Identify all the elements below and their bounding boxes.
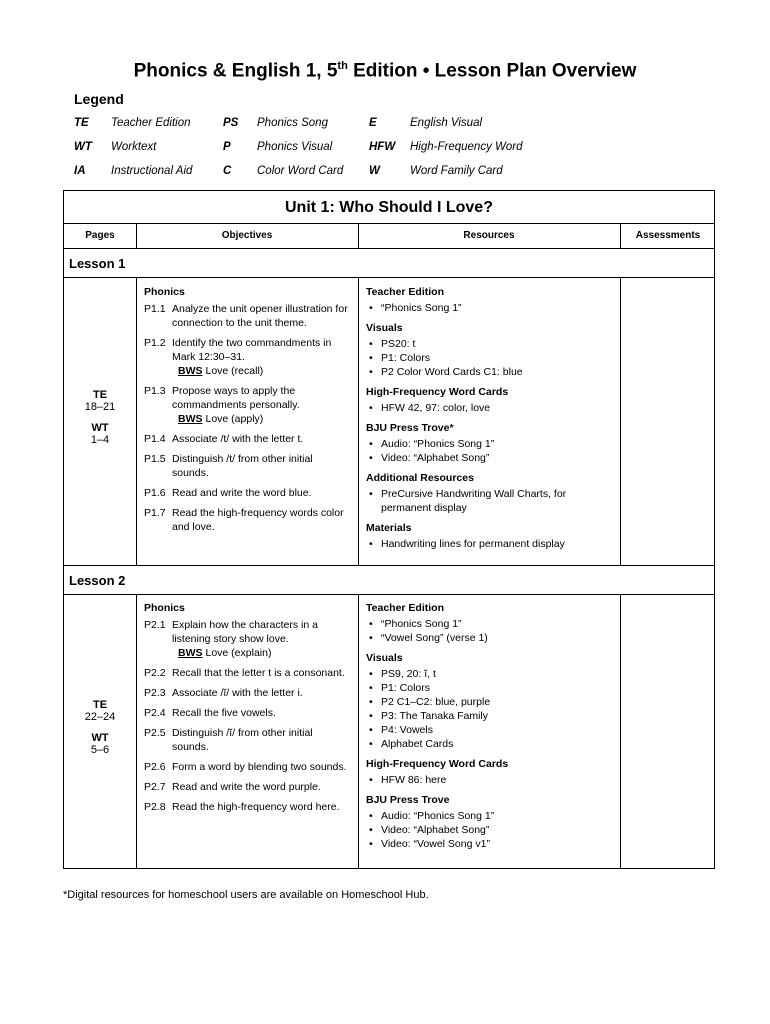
lesson-objectives: Phonics P2.1 Explain how the characters in a listening story show love. BWS Love (explain) P2.2 Recall that the letter t is a consonant. P2.3 Associate /ĭ/ with the letter i. P2.4 Recall the five vowels. P2.5 Distinguish /ĭ/ from other initial sounds. P2.6 Form a word by blending two sounds. P2.7 Read and write the word purple. P2.8 Read the high-frequency word here. [144, 601, 352, 820]
footnote: *Digital resources for homeschool users are available on Homeschool Hub. [63, 889, 429, 901]
objective-item: P1.6 Read and write the word blue. [144, 487, 312, 499]
objective-item: P2.4 Recall the five vowels. [144, 707, 276, 719]
legend-desc: Teacher Edition [111, 117, 191, 129]
legend-code: HFW [369, 141, 396, 153]
lesson-label: Lesson 2 [69, 573, 126, 588]
legend-code: WT [74, 141, 92, 153]
lesson-plan-table [63, 190, 715, 869]
bws-tag: BWS [178, 647, 203, 659]
objective-item: P1.2 Identify the two commandments in Mark 12:30–31. BWS Love (recall) [144, 337, 332, 377]
objective-item: P2.7 Read and write the word purple. [144, 781, 321, 793]
legend-desc: Color Word Card [257, 165, 344, 177]
objective-item: P1.1 Analyze the unit opener illustration for connection to the unit theme. [144, 303, 348, 329]
lesson-label: Lesson 1 [69, 256, 126, 271]
legend-desc: Phonics Visual [257, 141, 333, 153]
legend-desc: Instructional Aid [111, 165, 193, 177]
objective-item: P1.3 Propose ways to apply the commandments personally. BWS Love (apply) [144, 385, 300, 425]
legend-code: PS [223, 117, 239, 129]
lesson-resources: Teacher Edition • “Phonics Song 1” Visuals • PS20: t • P1: Colors • P2 Color Word Cards C1: blue High-Frequency Word Cards • HFW 42, 97: color, love BJU Press Trove* • Audio: “Phonics Song 1” • Video: “Alphabet Song” Additional Resources • PreCursive Handwriting Wall Charts, for permanent display Materials • Handwriting lines for permanent display [366, 286, 567, 550]
legend-desc: English Visual [410, 117, 483, 129]
legend-code: W [369, 165, 380, 177]
legend-code: E [369, 117, 377, 129]
legend-code: IA [74, 165, 86, 177]
objective-item: P2.1 Explain how the characters in a listening story show love. BWS Love (explain) [144, 619, 318, 659]
objective-item: P2.3 Associate /ĭ/ with the letter i. [144, 687, 303, 699]
legend-desc: High-Frequency Word [410, 141, 523, 153]
legend-heading: Legend [74, 91, 124, 107]
objective-item: P1.4 Associate /t/ with the letter t. [144, 433, 304, 445]
objective-item: P2.8 Read the high-frequency word here. [144, 801, 340, 813]
legend-desc: Worktext [111, 141, 157, 153]
column-header-pages: Pages [85, 230, 115, 241]
bws-tag: BWS [178, 365, 203, 377]
column-header-assessments: Assessments [635, 230, 701, 241]
objective-item: P2.6 Form a word by blending two sounds. [144, 761, 347, 773]
objective-item: P1.5 Distinguish /t/ from other initial sounds. [144, 453, 313, 479]
legend-desc: Word Family Card [410, 165, 503, 177]
legend-desc: Phonics Song [257, 117, 328, 129]
lesson-objectives: Phonics P1.1 Analyze the unit opener illustration for connection to the unit theme. P1.2 Identify the two commandments in Mark 12:30–31. BWS Love (recall) P1.3 Propose ways to apply the commandments personally. BWS Love (apply) P1.4 Associate /t/ with the letter t. P1.5 Distinguish /t/ from other initial sounds. P1.6 Read and write the word blue. P1.7 Read the high-frequency words color and love. [144, 285, 352, 540]
unit-title: Unit 1: Who Should I Love? [285, 199, 493, 216]
bws-tag: BWS [178, 413, 203, 425]
objective-item: P1.7 Read the high-frequency words color and love. [144, 507, 344, 533]
lesson-pages: TE 18–21 WT 1–4 [84, 389, 116, 446]
legend-code: P [223, 141, 231, 153]
column-header-resources: Resources [463, 230, 515, 241]
legend-code: C [223, 165, 232, 177]
legend-code: TE [74, 117, 89, 129]
lesson-pages: TE 22–24 WT 5–6 [84, 699, 116, 756]
page-title: Phonics & English 1, 5th Edition • Lesson Plan Overview [133, 60, 637, 82]
column-header-objectives: Objectives [221, 230, 273, 241]
lesson-resources: Teacher Edition • “Phonics Song 1” • “Vowel Song” (verse 1) Visuals • PS9, 20: ĭ, t • P1: Colors • P2 C1–C2: blue, purple • P3: The Tanaka Family • P4: Vowels • Alphabet Cards High-Frequency Word Cards • HFW 86: here BJU Press Trove • Audio: “Phonics Song 1” • Video: “Alphabet Song” • Video: “Vowel Song v1” [366, 602, 509, 850]
objective-item: P2.2 Recall that the letter t is a consonant. [144, 667, 345, 679]
objective-item: P2.5 Distinguish /ĭ/ from other initial sounds. [144, 727, 313, 753]
